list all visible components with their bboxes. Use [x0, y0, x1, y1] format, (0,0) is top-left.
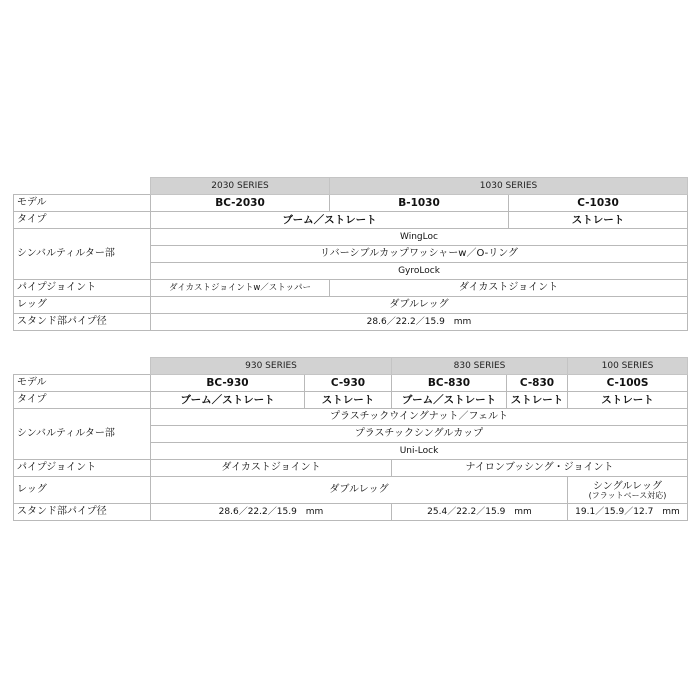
type-row [14, 392, 688, 409]
type-cell: ストレート [509, 212, 688, 229]
cymbal-tilter-row [14, 229, 688, 246]
type-cell: ブーム／ストレート [151, 392, 305, 409]
stand-pipe-row [14, 504, 688, 521]
pipe-joint-cell: ダイカストジョイント [330, 280, 688, 297]
leg-row [14, 477, 688, 504]
series-header: 100 SERIES [568, 358, 688, 375]
row-label: パイプジョイント [14, 460, 151, 477]
pipe-joint-cell: ナイロンブッシング・ジョイント [392, 460, 688, 477]
type-cell: ブーム／ストレート [392, 392, 507, 409]
cymbal-tilter-row [14, 409, 688, 426]
model-cell: BC-2030 [151, 195, 330, 212]
pipe-joint-row [14, 280, 688, 297]
stand-pipe-cell: 25.4／22.2／15.9 mm [392, 504, 568, 521]
row-label: パイプジョイント [14, 280, 151, 297]
model-cell: B-1030 [330, 195, 509, 212]
series-header: 2030 SERIES [151, 178, 330, 195]
type-cell: ストレート [305, 392, 392, 409]
spec-table-930-830-100 [13, 357, 688, 521]
spec-table-2030-1030 [13, 177, 688, 331]
series-header: 830 SERIES [392, 358, 568, 375]
leg-cell: ダブルレッグ [151, 297, 688, 314]
tilter-cell: WingLoc [151, 229, 688, 246]
series-header: 930 SERIES [151, 358, 392, 375]
row-label: レッグ [14, 297, 151, 314]
model-cell: BC-930 [151, 375, 305, 392]
model-cell: C-100S [568, 375, 688, 392]
model-cell: C-830 [507, 375, 568, 392]
model-cell: C-930 [305, 375, 392, 392]
tilter-cell: プラスチックウイングナット／フェルト [151, 409, 688, 426]
type-row [14, 212, 688, 229]
stand-pipe-row [14, 314, 688, 331]
leg-single-note: (フラットベース対応) [588, 490, 667, 500]
pipe-joint-row [14, 460, 688, 477]
tilter-cell: Uni-Lock [151, 443, 688, 460]
row-label: シンバルティルター部 [14, 229, 151, 280]
tilter-cell: プラスチックシングルカップ [151, 426, 688, 443]
leg-row [14, 297, 688, 314]
row-label: タイプ [14, 212, 151, 229]
row-label: シンバルティルター部 [14, 409, 151, 460]
leg-single-text: シングルレッグ [593, 480, 662, 492]
model-row [14, 375, 688, 392]
leg-cell: ダブルレッグ [151, 477, 568, 504]
row-label: スタンド部パイプ径 [14, 314, 151, 331]
model-cell: C-1030 [509, 195, 688, 212]
stand-pipe-cell: 19.1／15.9／12.7 mm [568, 504, 688, 521]
row-label: モデル [14, 375, 151, 392]
pipe-joint-cell: ダイカストジョイント [151, 460, 392, 477]
tilter-cell: リバーシブルカップワッシャーw／O-リング [151, 246, 688, 263]
leg-cell-single [568, 477, 688, 504]
stand-pipe-cell: 28.6／22.2／15.9 mm [151, 504, 392, 521]
type-cell: ストレート [568, 392, 688, 409]
type-cell: ブーム／ストレート [151, 212, 509, 229]
row-label: タイプ [14, 392, 151, 409]
model-row [14, 195, 688, 212]
row-label: モデル [14, 195, 151, 212]
stand-pipe-cell: 28.6／22.2／15.9 mm [151, 314, 688, 331]
model-cell: BC-830 [392, 375, 507, 392]
row-label: レッグ [14, 477, 151, 504]
type-cell: ストレート [507, 392, 568, 409]
series-header-row [14, 178, 688, 195]
tilter-cell: GyroLock [151, 263, 688, 280]
series-header: 1030 SERIES [330, 178, 688, 195]
row-label: スタンド部パイプ径 [14, 504, 151, 521]
pipe-joint-cell: ダイカストジョイントw／ストッパー [151, 280, 330, 297]
series-header-row [14, 358, 688, 375]
